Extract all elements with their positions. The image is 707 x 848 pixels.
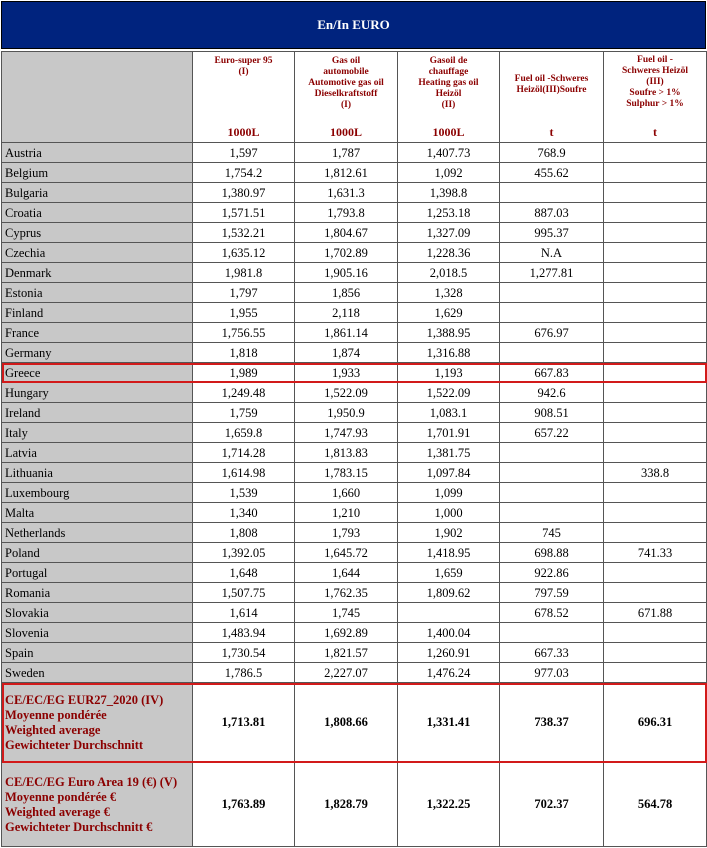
table-row: [2, 163, 707, 183]
country-name: Czechia: [2, 243, 193, 263]
price-cell: 2,118: [295, 303, 398, 323]
price-cell: 455.62: [500, 163, 604, 183]
column-header-label: Euro-super 95 (I): [214, 56, 273, 77]
price-cell: 1,905.16: [295, 263, 398, 283]
table-row: [2, 143, 707, 163]
price-cell: 1,793.8: [295, 203, 398, 223]
country-name: Latvia: [2, 443, 193, 463]
price-cell: 1,989: [193, 363, 295, 383]
price-cell: [604, 483, 707, 503]
price-cell: 2,227.07: [295, 663, 398, 683]
price-cell: [604, 243, 707, 263]
column-header-label: Fuel oil - Schweres Heizöl (III) Soufre > 1% Sulphur > 1%: [621, 55, 689, 109]
country-name: Netherlands: [2, 523, 193, 543]
country-name: Romania: [2, 583, 193, 603]
summary-label-line: Gewichteter Durchschnitt €: [5, 819, 153, 834]
price-cell: 1,747.93: [295, 423, 398, 443]
country-name: Malta: [2, 503, 193, 523]
price-cell: [604, 503, 707, 523]
price-cell: 1,099: [398, 483, 500, 503]
table-row: [2, 583, 707, 603]
summary-row: [2, 763, 707, 847]
summary-value: 1,322.25: [398, 763, 500, 847]
price-cell: 1,092: [398, 163, 500, 183]
price-cell: 1,809.62: [398, 583, 500, 603]
price-cell: 1,644: [295, 563, 398, 583]
column-header-label: Gas oil automobile Automotive gas oil Dieselkraftstoff (I): [308, 56, 384, 110]
summary-value: 1,763.89: [193, 763, 295, 847]
country-name: France: [2, 323, 193, 343]
price-cell: 922.86: [500, 563, 604, 583]
table-row: [2, 343, 707, 363]
table-row: [2, 203, 707, 223]
price-cell: [604, 363, 707, 383]
price-cell: 1,955: [193, 303, 295, 323]
column-header-label: Fuel oil -Schweres Heizöl(III)Soufre: [514, 74, 589, 95]
country-name: Poland: [2, 543, 193, 563]
price-cell: 1,981.8: [193, 263, 295, 283]
country-name: Finland: [2, 303, 193, 323]
price-cell: [604, 383, 707, 403]
summary-label-line: Weighted average: [5, 722, 101, 737]
table-row: [2, 563, 707, 583]
price-cell: 1,253.18: [398, 203, 500, 223]
price-cell: [500, 283, 604, 303]
price-cell: 1,701.91: [398, 423, 500, 443]
price-cell: 676.97: [500, 323, 604, 343]
price-cell: [604, 583, 707, 603]
country-name: Hungary: [2, 383, 193, 403]
price-cell: 1,522.09: [295, 383, 398, 403]
summary-value: 702.37: [500, 763, 604, 847]
price-cell: 1,400.04: [398, 623, 500, 643]
country-name: Slovenia: [2, 623, 193, 643]
summary-value: 564.78: [604, 763, 707, 847]
country-name: Croatia: [2, 203, 193, 223]
column-header-unit: t: [549, 125, 554, 139]
summary-label-line: Gewichteter Durchschnitt: [5, 737, 144, 752]
price-cell: 977.03: [500, 663, 604, 683]
price-cell: [604, 183, 707, 203]
price-cell: 1,629: [398, 303, 500, 323]
price-cell: 768.9: [500, 143, 604, 163]
price-cell: [604, 163, 707, 183]
summary-label: [2, 763, 193, 847]
table-row: [2, 643, 707, 663]
price-cell: [500, 343, 604, 363]
summary-label-line: Moyenne pondérée: [5, 707, 107, 722]
price-cell: 1,407.73: [398, 143, 500, 163]
price-cell: 1,635.12: [193, 243, 295, 263]
summary-value: 1,331.41: [398, 683, 500, 763]
table-row: [2, 423, 707, 443]
price-cell: 1,808: [193, 523, 295, 543]
price-cell: [398, 603, 500, 623]
table-row: [2, 623, 707, 643]
price-cell: 942.6: [500, 383, 604, 403]
price-cell: [604, 343, 707, 363]
price-cell: 1,249.48: [193, 383, 295, 403]
column-header-unit: 1000L: [227, 125, 260, 139]
price-cell: 1,754.2: [193, 163, 295, 183]
currency-banner: [1, 1, 706, 49]
price-cell: 1,398.8: [398, 183, 500, 203]
price-cell: 995.37: [500, 223, 604, 243]
column-header: [398, 52, 500, 143]
price-cell: 1,902: [398, 523, 500, 543]
price-cell: 1,730.54: [193, 643, 295, 663]
price-cell: [604, 443, 707, 463]
table-row: [2, 463, 707, 483]
price-cell: [604, 303, 707, 323]
country-name: Greece: [2, 363, 193, 383]
fuel-price-table: [1, 51, 707, 847]
price-cell: [500, 303, 604, 323]
price-cell: 1,762.35: [295, 583, 398, 603]
price-cell: 797.59: [500, 583, 604, 603]
price-cell: N.A: [500, 243, 604, 263]
price-cell: 1,797: [193, 283, 295, 303]
price-cell: [604, 223, 707, 243]
price-cell: 1,933: [295, 363, 398, 383]
price-cell: 678.52: [500, 603, 604, 623]
price-cell: 1,702.89: [295, 243, 398, 263]
column-header-unit: t: [653, 125, 657, 139]
price-cell: 1,571.51: [193, 203, 295, 223]
price-cell: 1,861.14: [295, 323, 398, 343]
price-cell: 1,660: [295, 483, 398, 503]
price-cell: 1,659.8: [193, 423, 295, 443]
country-name: Ireland: [2, 403, 193, 423]
column-header: [295, 52, 398, 143]
price-cell: 1,381.75: [398, 443, 500, 463]
price-cell: 1,277.81: [500, 263, 604, 283]
summary-value: 738.37: [500, 683, 604, 763]
price-cell: [500, 443, 604, 463]
price-cell: 887.03: [500, 203, 604, 223]
country-name: Spain: [2, 643, 193, 663]
price-cell: 1,648: [193, 563, 295, 583]
price-cell: [500, 463, 604, 483]
price-cell: 1,328: [398, 283, 500, 303]
price-cell: [604, 323, 707, 343]
country-name: Sweden: [2, 663, 193, 683]
summary-label: [2, 683, 193, 763]
price-cell: 667.83: [500, 363, 604, 383]
column-header: [500, 52, 604, 143]
price-cell: 1,316.88: [398, 343, 500, 363]
price-cell: 1,756.55: [193, 323, 295, 343]
price-cell: 1,804.67: [295, 223, 398, 243]
price-cell: 1,539: [193, 483, 295, 503]
price-cell: [604, 663, 707, 683]
price-cell: 1,874: [295, 343, 398, 363]
table-row: [2, 663, 707, 683]
table-body: [2, 52, 707, 847]
price-cell: [604, 423, 707, 443]
price-cell: [500, 623, 604, 643]
price-cell: 1,380.97: [193, 183, 295, 203]
table-row: [2, 403, 707, 423]
summary-label-line: Moyenne pondérée €: [5, 789, 117, 804]
column-header-unit: 1000L: [329, 125, 362, 139]
price-cell: 1,614.98: [193, 463, 295, 483]
price-cell: [604, 263, 707, 283]
table-row: [2, 383, 707, 403]
country-name: Bulgaria: [2, 183, 193, 203]
price-cell: [604, 143, 707, 163]
price-cell: [500, 183, 604, 203]
price-cell: 1,418.95: [398, 543, 500, 563]
table-row: [2, 263, 707, 283]
price-cell: 1,692.89: [295, 623, 398, 643]
price-cell: 1,507.75: [193, 583, 295, 603]
country-name: Slovakia: [2, 603, 193, 623]
table-row: [2, 243, 707, 263]
price-cell: 1,210: [295, 503, 398, 523]
price-cell: 1,522.09: [398, 383, 500, 403]
country-name: Cyprus: [2, 223, 193, 243]
price-cell: 1,813.83: [295, 443, 398, 463]
column-header: [604, 52, 707, 143]
price-cell: 745: [500, 523, 604, 543]
price-cell: 671.88: [604, 603, 707, 623]
price-cell: 667.33: [500, 643, 604, 663]
country-name: Lithuania: [2, 463, 193, 483]
country-name: Estonia: [2, 283, 193, 303]
table-row: [2, 443, 707, 463]
price-cell: 1,759: [193, 403, 295, 423]
table-row: [2, 543, 707, 563]
table-row: [2, 363, 707, 383]
table-row: [2, 523, 707, 543]
table-row: [2, 283, 707, 303]
country-name: Portugal: [2, 563, 193, 583]
price-cell: 1,818: [193, 343, 295, 363]
price-cell: 1,631.3: [295, 183, 398, 203]
price-cell: 1,097.84: [398, 463, 500, 483]
summary-value: 1,828.79: [295, 763, 398, 847]
table-row: [2, 183, 707, 203]
price-cell: [604, 563, 707, 583]
table-row: [2, 303, 707, 323]
header-corner: [2, 52, 193, 143]
summary-value: 1,713.81: [193, 683, 295, 763]
price-cell: 1,950.9: [295, 403, 398, 423]
price-cell: 1,327.09: [398, 223, 500, 243]
column-header: [193, 52, 295, 143]
summary-row: [2, 683, 707, 763]
country-name: Italy: [2, 423, 193, 443]
price-cell: 1,260.91: [398, 643, 500, 663]
banner-title: En/In EURO: [317, 17, 390, 32]
country-name: Austria: [2, 143, 193, 163]
price-cell: 1,856: [295, 283, 398, 303]
price-cell: [604, 283, 707, 303]
country-name: Belgium: [2, 163, 193, 183]
price-cell: 1,392.05: [193, 543, 295, 563]
price-cell: 1,783.15: [295, 463, 398, 483]
price-cell: 1,787: [295, 143, 398, 163]
price-cell: 1,193: [398, 363, 500, 383]
price-cell: 741.33: [604, 543, 707, 563]
price-cell: 1,714.28: [193, 443, 295, 463]
price-cell: 2,018.5: [398, 263, 500, 283]
table-row: [2, 503, 707, 523]
price-cell: [604, 203, 707, 223]
price-cell: [604, 403, 707, 423]
column-header-unit: 1000L: [432, 125, 465, 139]
summary-label-line: CE/EC/EG EUR27_2020 (IV): [5, 692, 164, 707]
summary-label-line: CE/EC/EG Euro Area 19 (€) (V): [5, 774, 178, 789]
price-cell: 1,476.24: [398, 663, 500, 683]
country-name: Germany: [2, 343, 193, 363]
price-cell: [500, 503, 604, 523]
summary-value: 1,808.66: [295, 683, 398, 763]
header-row: [2, 52, 707, 143]
price-cell: 657.22: [500, 423, 604, 443]
country-name: Luxembourg: [2, 483, 193, 503]
price-cell: 1,745: [295, 603, 398, 623]
price-cell: 1,083.1: [398, 403, 500, 423]
price-cell: 1,659: [398, 563, 500, 583]
price-cell: 908.51: [500, 403, 604, 423]
price-cell: 1,597: [193, 143, 295, 163]
price-cell: 1,614: [193, 603, 295, 623]
price-cell: 1,340: [193, 503, 295, 523]
price-cell: 1,000: [398, 503, 500, 523]
table-row: [2, 223, 707, 243]
column-header-label: Gasoil de chauffage Heating gas oil Heizöl (II): [418, 56, 479, 110]
price-cell: 698.88: [500, 543, 604, 563]
price-cell: [604, 623, 707, 643]
summary-label-line: Weighted average €: [5, 804, 110, 819]
price-cell: [604, 523, 707, 543]
price-cell: 1,786.5: [193, 663, 295, 683]
price-cell: 338.8: [604, 463, 707, 483]
price-cell: 1,228.36: [398, 243, 500, 263]
price-cell: [500, 483, 604, 503]
summary-value: 696.31: [604, 683, 707, 763]
price-cell: 1,821.57: [295, 643, 398, 663]
price-cell: 1,645.72: [295, 543, 398, 563]
price-cell: 1,812.61: [295, 163, 398, 183]
price-cell: 1,483.94: [193, 623, 295, 643]
table-row: [2, 483, 707, 503]
table-row: [2, 603, 707, 623]
price-cell: [604, 643, 707, 663]
country-name: Denmark: [2, 263, 193, 283]
table-row: [2, 323, 707, 343]
price-cell: 1,793: [295, 523, 398, 543]
price-cell: 1,388.95: [398, 323, 500, 343]
price-cell: 1,532.21: [193, 223, 295, 243]
